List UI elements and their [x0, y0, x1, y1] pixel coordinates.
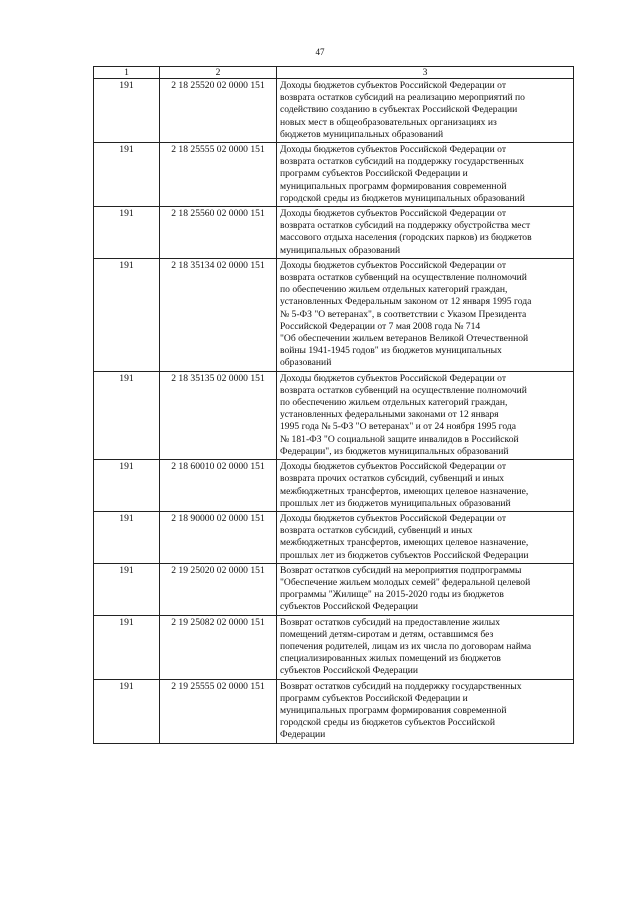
- revenue-name-line: бюджетов муниципальных образований: [280, 128, 444, 140]
- revenue-name-line: межбюджетных трансфертов, имеющих целевое назначение,: [280, 485, 529, 497]
- revenue-name-line: субъектов Российской Федерации: [280, 665, 418, 677]
- revenue-name-line: Возврат остатков субсидий на поддержку государственных: [280, 680, 522, 692]
- admin-code-cell: 191: [94, 511, 160, 563]
- header-col-3: 3: [277, 67, 574, 79]
- budget-code-cell: 2 18 35134 02 0000 151: [160, 258, 277, 371]
- budget-code-cell: 2 18 60010 02 0000 151: [160, 460, 277, 512]
- revenue-name-line: Доходы бюджетов субъектов Российской Федерации от: [280, 144, 507, 156]
- revenue-name-line: Доходы бюджетов субъектов Российской Федерации от: [280, 208, 507, 220]
- budget-code-cell: 2 18 35135 02 0000 151: [160, 371, 277, 459]
- revenue-name-line: возврата остатков субсидий, субвенций и иных: [280, 525, 473, 537]
- revenue-name-line: городской среды из бюджетов субъектов Российской: [280, 717, 495, 729]
- table-row: [94, 460, 574, 512]
- revenue-name-cell: [277, 511, 574, 563]
- revenue-name-line: возврата остатков субсидий на поддержку государственных: [280, 156, 524, 168]
- revenue-name-line: массового отдыха населения (городских парков) из бюджетов: [280, 232, 532, 244]
- revenue-name-line: субъектов Российской Федерации: [280, 601, 418, 613]
- revenue-name-line: войны 1941-1945 годов" из бюджетов муниципальных: [280, 345, 502, 357]
- revenue-name-cell: [277, 79, 574, 143]
- table-row: [94, 563, 574, 615]
- revenue-name-line: "Обеспечение жильем молодых семей" федеральной целевой: [280, 576, 531, 588]
- table-row: [94, 207, 574, 259]
- revenue-name-line: установленных федеральными законами от 12 января: [280, 409, 499, 421]
- revenue-name-line: возврата остатков субсидий на реализацию мероприятий по: [280, 92, 525, 104]
- budget-code-cell: 2 19 25020 02 0000 151: [160, 563, 277, 615]
- revenue-name-line: Возврат остатков субсидий на предоставление жилых: [280, 616, 501, 628]
- revenue-name-line: Российской Федерации от 7 мая 2008 года № 714: [280, 320, 481, 332]
- table-row: [94, 258, 574, 371]
- admin-code-cell: 191: [94, 615, 160, 679]
- budget-code-cell: 2 18 90000 02 0000 151: [160, 511, 277, 563]
- revenue-name-line: № 181-ФЗ "О социальной защите инвалидов в Российской: [280, 433, 519, 445]
- revenue-name-cell: [277, 679, 574, 743]
- revenue-name-line: новых мест в общеобразовательных организациях из: [280, 116, 497, 128]
- revenue-name-line: Доходы бюджетов субъектов Российской Федерации от: [280, 259, 507, 271]
- revenue-name-line: межбюджетных трансфертов, имеющих целевое назначение,: [280, 537, 529, 549]
- revenue-name-line: муниципальных образований: [280, 244, 401, 256]
- revenue-name-line: Доходы бюджетов субъектов Российской Федерации от: [280, 372, 507, 384]
- revenue-name-line: муниципальных программ формирования современной: [280, 704, 507, 716]
- table-row: [94, 511, 574, 563]
- page-number: 47: [315, 47, 325, 57]
- revenue-name-cell: [277, 143, 574, 207]
- admin-code-cell: 191: [94, 79, 160, 143]
- admin-code-cell: 191: [94, 460, 160, 512]
- revenue-name-line: по обеспечению жильем отдельных категорий граждан,: [280, 284, 508, 296]
- revenue-name-line: Доходы бюджетов субъектов Российской Федерации от: [280, 80, 507, 91]
- revenue-name-line: программы "Жилище" на 2015-2020 годы из бюджетов: [280, 589, 504, 601]
- table-row: [94, 615, 574, 679]
- revenue-name-line: по обеспечению жильем отдельных категорий граждан,: [280, 397, 508, 409]
- revenue-name-line: "Об обеспечении жильем ветеранов Великой Отечественной: [280, 333, 529, 345]
- admin-code-cell: 191: [94, 207, 160, 259]
- admin-code-cell: 191: [94, 371, 160, 459]
- revenue-name-line: возврата остатков субсидий на поддержку обустройства мест: [280, 220, 531, 232]
- revenue-name-line: Возврат остатков субсидий на мероприятия подпрограммы: [280, 564, 522, 576]
- table-header: [94, 67, 574, 79]
- revenue-name-line: 1995 года № 5-ФЗ "О ветеранах" и от 24 ноября 1995 года: [280, 421, 517, 433]
- admin-code-cell: 191: [94, 143, 160, 207]
- budget-code-cell: 2 18 25555 02 0000 151: [160, 143, 277, 207]
- revenue-name-line: прошлых лет из бюджетов муниципальных образований: [280, 497, 511, 509]
- header-col-2: 2: [160, 67, 277, 79]
- revenue-name-cell: [277, 563, 574, 615]
- table-row: [94, 143, 574, 207]
- header-col-1: 1: [94, 67, 160, 79]
- budget-code-cell: 2 18 25520 02 0000 151: [160, 79, 277, 143]
- table-row: [94, 79, 574, 143]
- revenue-name-line: возврата остатков субвенций на осуществление полномочий: [280, 384, 527, 396]
- table-body: [94, 79, 574, 744]
- admin-code-cell: 191: [94, 679, 160, 743]
- table-row: [94, 371, 574, 459]
- revenue-name-line: прошлых лет из бюджетов субъектов Российской Федерации: [280, 549, 529, 561]
- revenue-name-cell: [277, 371, 574, 459]
- revenue-name-line: городской среды из бюджетов муниципальных образований: [280, 192, 525, 204]
- budget-code-cell: 2 19 25082 02 0000 151: [160, 615, 277, 679]
- revenue-name-line: муниципальных программ формирования современной: [280, 180, 507, 192]
- revenue-name-cell: [277, 615, 574, 679]
- revenue-name-line: Федерации", из бюджетов муниципальных образований: [280, 445, 509, 457]
- admin-code-cell: 191: [94, 258, 160, 371]
- revenue-name-line: программ субъектов Российской Федерации и: [280, 692, 468, 704]
- revenue-name-line: № 5-ФЗ "О ветеранах", в соответствии с Указом Президента: [280, 308, 527, 320]
- revenue-name-line: Федерации: [280, 729, 326, 741]
- revenue-name-line: Доходы бюджетов субъектов Российской Федерации от: [280, 512, 507, 524]
- table-row: [94, 679, 574, 743]
- revenue-name-line: Доходы бюджетов субъектов Российской Федерации от: [280, 461, 507, 473]
- revenue-name-line: возврата прочих остатков субсидий, субвенций и иных: [280, 473, 505, 485]
- revenue-name-line: установленных Федеральным законом от 12 января 1995 года: [280, 296, 532, 308]
- revenue-codes-table: [93, 66, 574, 744]
- revenue-name-cell: [277, 460, 574, 512]
- revenue-name-line: программ субъектов Российской Федерации и: [280, 168, 468, 180]
- header-row: [94, 67, 574, 79]
- admin-code-cell: 191: [94, 563, 160, 615]
- revenue-name-line: помещений детям-сиротам и детям, оставшимся без: [280, 628, 494, 640]
- revenue-name-cell: [277, 258, 574, 371]
- revenue-name-line: специализированных жилых помещений из бюджетов: [280, 653, 501, 665]
- budget-code-cell: 2 19 25555 02 0000 151: [160, 679, 277, 743]
- revenue-name-cell: [277, 207, 574, 259]
- revenue-name-line: попечения родителей, лицам из их числа по договорам найма: [280, 640, 532, 652]
- revenue-name-line: возврата остатков субвенций на осуществление полномочий: [280, 272, 527, 284]
- revenue-name-line: образований: [280, 357, 332, 369]
- budget-code-cell: 2 18 25560 02 0000 151: [160, 207, 277, 259]
- revenue-name-line: содействию созданию в субъектах Российской Федерации: [280, 104, 518, 116]
